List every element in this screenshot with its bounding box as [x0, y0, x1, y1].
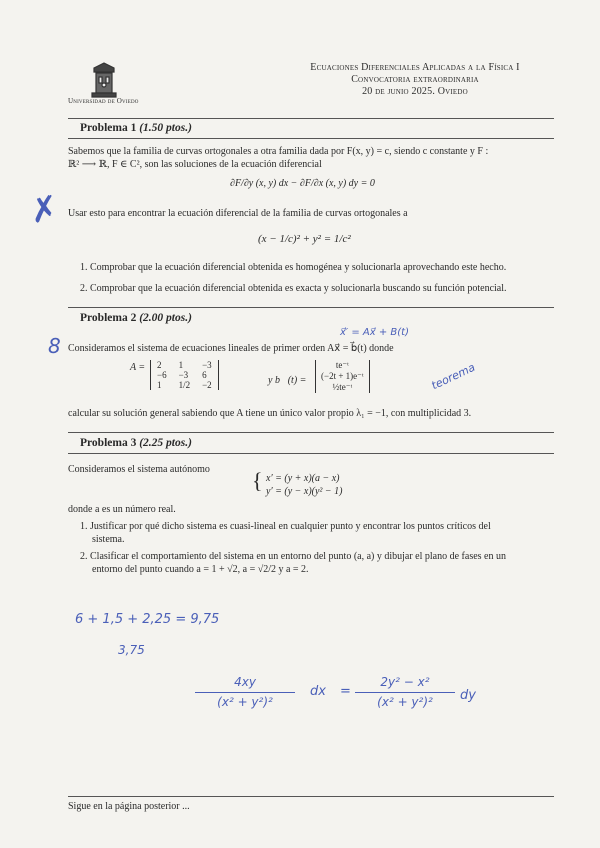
problem2-conclusion: calcular su solución general sabiendo que A tiene un único valor propio λ₁ = −1, con multiplicidad 3. [68, 408, 472, 419]
problem1-statement: Sabemos que la familia de curvas ortogonales a otra familia dada por F(x, y) = c, siendo c constante y F : ℝ² ⟶ ℝ, F ∈ C², son las soluciones de la ecuación diferencial [68, 146, 489, 170]
footer-continue: Sigue en la página posterior ... [68, 801, 190, 812]
handwritten-mark-p1: ✗ [26, 187, 62, 233]
handwritten-frac1: 4xy (x² + y²)² [195, 675, 295, 709]
problem1-curve-family: (x − 1/c)² + y² = 1/c² [258, 233, 351, 245]
problem2-vector: te⁻ᵗ (−2t + 1)e⁻ᵗ ½te⁻ᵗ [315, 360, 370, 393]
handwritten-dy: dy [460, 688, 476, 703]
problem2-matrix-label: A = [130, 362, 146, 373]
problem3-title: Problema 3 (2.25 ptos.) [80, 437, 192, 449]
handwritten-frac2: 2y² − x² (x² + y²)² [355, 675, 455, 709]
problem1-title: Problema 1 (1.50 ptos.) [80, 122, 192, 134]
divider [68, 118, 554, 119]
institution-name: Universidad de Oviedo [68, 97, 139, 105]
problem3-item1: 1. Justificar por qué dicho sistema es cuasi-lineal en cualquier punto y encontrar los puntos críticos del sistema. [80, 521, 491, 545]
system-brace: { [252, 468, 263, 493]
handwritten-note-p2: x⃗′ = Ax⃗ + B(t) [340, 327, 410, 338]
handwritten-mark-p2: 8 [48, 334, 61, 358]
problem3-intro: Consideramos el sistema autónomo [68, 464, 210, 475]
problem3-system: x′ = (y + x)(a − x) y′ = (y − x)(y² − 1) [266, 473, 343, 497]
problem3-where: donde a es un número real. [68, 504, 176, 515]
problem2-vector-label: y b⃗(t) = [268, 375, 307, 386]
course-name: Ecuaciones Diferenciales Aplicadas a la Física I [310, 62, 520, 73]
problem2-intro: Consideramos el sistema de ecuaciones lineales de primer orden Ax⃗ = b⃗(t) donde [68, 343, 394, 354]
problem2-title: Problema 2 (2.00 ptos.) [80, 312, 192, 324]
exam-session: Convocatoria extraordinaria [351, 74, 479, 85]
problem1-item2: 2. Comprobar que la ecuación diferencial obtenida es exacta y solucionarla buscando su función potencial. [80, 283, 507, 294]
handwritten-equals: = [340, 684, 351, 699]
divider [68, 138, 554, 139]
handwritten-dx: dx [310, 684, 326, 699]
problem1-use-text: Usar esto para encontrar la ecuación diferencial de la familia de curvas ortogonales a [68, 208, 408, 219]
course-title [270, 62, 560, 98]
handwritten-score: 3,75 [118, 643, 145, 657]
handwritten-sum: 6 + 1,5 + 2,25 = 9,75 [75, 612, 220, 627]
handwritten-margin-note: teorema [429, 360, 478, 393]
problem2-matrix: 2 1 −3 −6 −3 6 1 1/2 −2 [150, 360, 219, 390]
divider [68, 307, 554, 308]
divider [68, 796, 554, 797]
problem1-item1: 1. Comprobar que la ecuación diferencial obtenida es homogénea y solucionarla aprovechando este hecho. [80, 262, 507, 273]
problem3-item2: 2. Clasificar el comportamiento del sistema en un entorno del punto (a, a) y dibujar el plano de fases en un entorno del punto cuando a = 1 + √2, a = √2/2 y a = 2. [80, 551, 506, 575]
problem1-equation: ∂F/∂y (x, y) dx − ∂F/∂x (x, y) dy = 0 [230, 178, 375, 189]
divider [68, 432, 554, 433]
divider [68, 453, 554, 454]
exam-date: 20 de junio 2025. Oviedo [362, 86, 468, 97]
